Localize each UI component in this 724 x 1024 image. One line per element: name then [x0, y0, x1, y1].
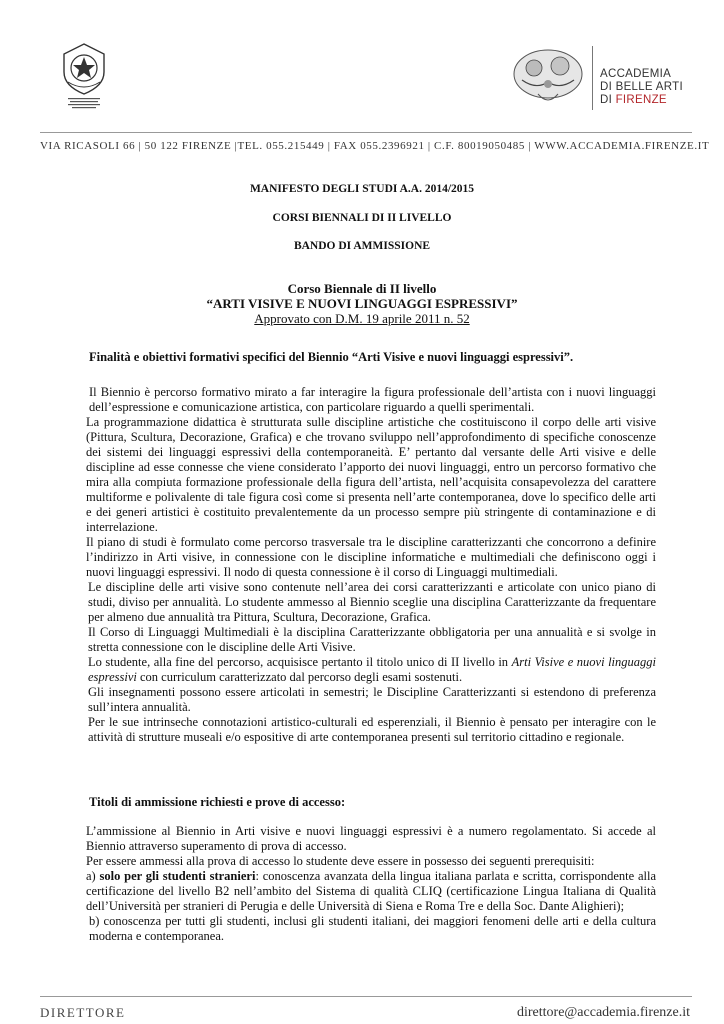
section-body [86, 385, 656, 745]
footer-rule [40, 996, 692, 997]
header-divider [592, 46, 593, 110]
academy-name-line: DI BELLE ARTI [600, 81, 683, 93]
paragraph-text: con curriculum caratterizzato dal percorso degli esami sostenuti. [136, 670, 463, 684]
paragraph: Il piano di studi è formulato come percorso trasversale tra le discipline caratterizzanti che concorrono a definire l’indirizzo in Arti visive, in connessione con le discipline informatiche e multimediali che definiscono oggi i nuovi linguaggi espressivi. Il nodo di questa connessione è il corso di Linguaggi multimediali. [86, 535, 656, 579]
academy-name-line: ACCADEMIA [600, 68, 672, 80]
academy-crest-logo [508, 44, 588, 110]
document-subtitle: CORSI BIENNALI DI II LIVELLO [272, 212, 452, 224]
ministry-emblem-logo [58, 42, 110, 114]
section-heading: Titoli di ammissione richiesti e prove di accesso: [89, 795, 346, 809]
document-section-title: BANDO DI AMMISSIONE [293, 240, 431, 252]
paragraph: Il Corso di Linguaggi Multimediali è la disciplina Caratterizzante obbligatoria per una annualità e si svolge in stretta connessione con le discipline delle Arti Visive. [88, 625, 656, 654]
list-marker: a) [86, 869, 100, 883]
requirement-a [86, 869, 656, 914]
paragraph-text: Lo studente, alla fine del percorso, acquisisce pertanto il titolo unico di II livello in [88, 655, 512, 669]
academy-name-line [600, 94, 667, 107]
degree-title: Arti Visive e nuovi linguaggi espressivi [88, 655, 656, 684]
footer-role: DIRETTORE [40, 1005, 126, 1020]
paragraph: Le discipline delle arti visive sono contenute nell’area dei corsi caratterizzanti e articolate con unico piano di studi, diviso per annualità. Lo studente ammesso al Biennio sceglie una disciplina Caratterizzante da frequentare per almeno due annualità tra Pittura, Scultura, Decorazione, Grafica. [88, 580, 656, 624]
paragraph-text: : conoscenza avanzata della lingua italiana parlata e scritta, corrispondente alla certificazione del livello B2 nell’ambito del Sistema di qualità CLIQ (certificazione Lingua Italiana di Qualità dell’Università per stranieri di Perugia e delle Università di Siena e Roma Tre e della Soc. Dante Alighieri); [86, 869, 657, 913]
section-heading: Finalità e obiettivi formativi specifici del Biennio “Arti Visive e nuovi linguaggi espressivi”. [89, 350, 574, 364]
section-body [86, 824, 656, 944]
academy-name-prefix: DI [600, 94, 616, 106]
header-rule [40, 132, 692, 133]
contact-line: VIA RICASOLI 66 | 50 122 FIRENZE |TEL. 055.215449 | FAX 055.2396921 | C.F. 80019050485 | WWW.ACCADEMIA.FIRENZE.IT [40, 140, 710, 152]
academy-city: FIRENZE [615, 94, 667, 106]
document-title: MANIFESTO DEGLI STUDI A.A. 2014/2015 [249, 183, 475, 195]
course-approval: Approvato con D.M. 19 aprile 2011 n. 52 [254, 311, 470, 326]
paragraph: Per le sue intrinseche connotazioni artistico-culturali ed esperenziali, il Biennio è pensato per interagire con le attività di strutture museali e/o espositive di arte contemporanea presenti sul territorio cittadino e regionale. [88, 715, 656, 744]
course-level: Corso Biennale di II livello [287, 281, 437, 296]
paragraph [86, 655, 656, 685]
paragraph: La programmazione didattica è strutturata sulle discipline artistiche che costituiscono il corpo delle arti visive (Pittura, Scultura, Decorazione, Grafica) e che trovano sviluppo nell’approfondimento di specifiche conoscenze dei sistemi dei linguaggi espressivi della contemporaneità. E’ pertanto dal versante delle Arti visive e delle discipline ad esse connesse che viene considerato l’apporto dei nuovi linguaggi, entro un percorso formativo che mira alla compiuta formazione professionale della figura dell’artista, nell’acquisita consapevolezza del carattere multiforme e polivalente di tale figura così come si presenta nell’arte contemporanea, dove lo specifico delle arti e dei generi artistici è costituito prevalentemente da un processo sempre più stringente di contaminazione e di interrelazione. [86, 415, 656, 534]
paragraph: L’ammissione al Biennio in Arti visive e nuovi linguaggi espressivi è a numero regolamentato. Si accede al Biennio attraverso superamento di prova di accesso. [86, 824, 656, 853]
paragraph: Gli insegnamenti possono essere articolati in semestri; le Discipline Caratterizzanti si estendono di preferenza sull’intera annualità. [88, 685, 656, 714]
paragraph: Il Biennio è percorso formativo mirato a far interagire la figura professionale dell’artista con i nuovi linguaggi dell’espressione e comunicazione artistica, con particolare riguardo a quelli sperimentali. [89, 385, 656, 414]
course-name: “ARTI VISIVE E NUOVI LINGUAGGI ESPRESSIVI” [206, 296, 518, 311]
requirement-b: b) conoscenza per tutti gli studenti, inclusi gli studenti italiani, dei maggiori fenomeni delle arti e della cultura moderna e contemporanea. [89, 914, 656, 943]
paragraph: Per essere ammessi alla prova di accesso lo studente deve essere in possesso dei seguenti prerequisiti: [86, 854, 595, 868]
footer-email[interactable]: direttore@accademia.firenze.it [516, 1005, 690, 1020]
requirement-target: solo per gli studenti stranieri [99, 869, 256, 883]
